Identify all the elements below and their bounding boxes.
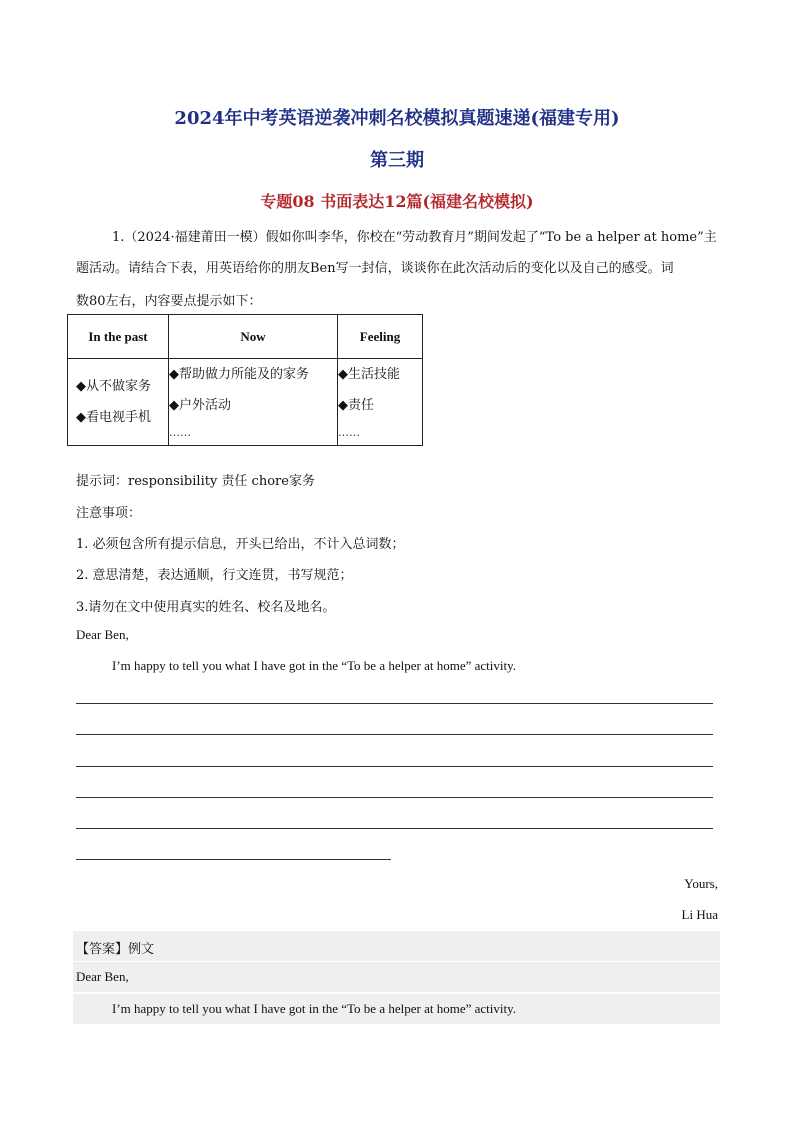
answer-greeting-band xyxy=(73,962,720,992)
past-item: ◆看电视手机 xyxy=(76,410,151,425)
writing-line[interactable] xyxy=(76,734,713,735)
now-item: ◆户外活动 xyxy=(169,398,231,413)
notes-heading: 注意事项： xyxy=(76,506,142,521)
feeling-ellipsis: …… xyxy=(338,426,360,439)
now-ellipsis: …… xyxy=(169,426,191,439)
question-line-2: 题活动。请结合下表，用英语给你的朋友Ben写一封信，谈谈你在此次活动后的变化以及自己的感受。词 xyxy=(76,261,674,276)
letter-signature: Li Hua xyxy=(681,907,718,922)
answer-label-band xyxy=(73,931,720,961)
past-item: ◆从不做家务 xyxy=(76,379,151,394)
content-table xyxy=(67,314,423,446)
writing-line[interactable] xyxy=(76,828,713,829)
writing-line[interactable] xyxy=(76,797,713,798)
letter-opening: I’m happy to tell you what I have got in the “To be a helper at home” activity. xyxy=(112,658,517,673)
writing-line[interactable] xyxy=(76,703,713,704)
writing-line-short[interactable] xyxy=(76,859,391,860)
answer-label: 【答案】例文 xyxy=(76,942,155,957)
note-item-1: 1. 必须包含所有提示信息，开头已给出，不计入总词数； xyxy=(76,537,405,552)
answer-opening: I’m happy to tell you what I have got in the “To be a helper at home” activity. xyxy=(112,1001,517,1016)
question-line-1: 1.（2024·福建莆田一模）假如你叫李华，你校在“劳动教育月”期间发起了“To be a helper at home”主 xyxy=(112,230,717,245)
writing-line[interactable] xyxy=(76,766,713,767)
document-title: 2024年中考英语逆袭冲刺名校模拟真题速递(福建专用) xyxy=(174,108,620,129)
issue-label: 第三期 xyxy=(370,150,424,171)
note-item-2: 2. 意思清楚，表达通顺，行文连贯，书写规范； xyxy=(76,568,353,583)
feeling-item: ◆生活技能 xyxy=(338,367,400,382)
answer-greeting: Dear Ben, xyxy=(76,969,129,984)
now-item: ◆帮助做力所能及的家务 xyxy=(169,367,309,382)
header-feeling: Feeling xyxy=(338,315,423,359)
hint-words: 提示词：responsibility 责任 chore家务 xyxy=(76,474,315,489)
letter-closing: Yours, xyxy=(684,876,718,891)
now-cell xyxy=(169,359,338,446)
header-now: Now xyxy=(169,315,338,359)
header-past: In the past xyxy=(68,315,169,359)
letter-greeting: Dear Ben, xyxy=(76,627,129,642)
feeling-cell xyxy=(338,359,423,446)
topic-heading: 专题08 书面表达12篇(福建名校模拟) xyxy=(260,192,534,211)
note-item-3: 3.请勿在文中使用真实的姓名、校名及地名。 xyxy=(76,600,336,615)
past-cell xyxy=(68,359,169,446)
question-line-3: 数80左右，内容要点提示如下： xyxy=(76,294,262,309)
feeling-item: ◆责任 xyxy=(338,398,374,413)
